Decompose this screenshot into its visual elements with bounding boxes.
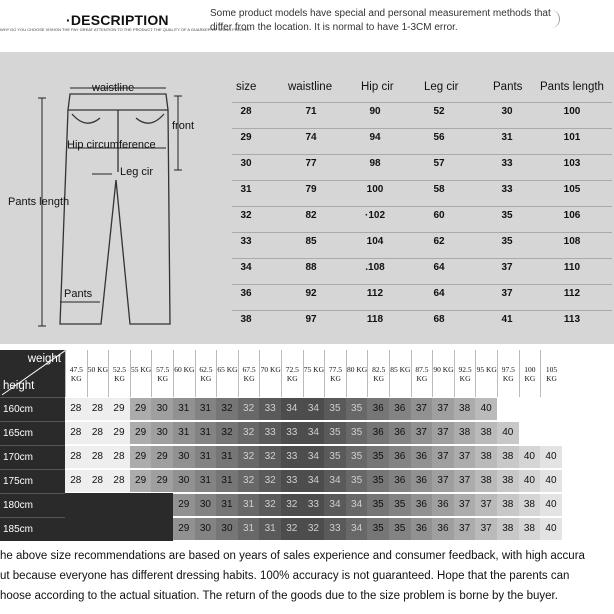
size-cell: 64 bbox=[433, 288, 445, 299]
size-recommendation-cell: 36 bbox=[411, 494, 433, 516]
size-recommendation-cell: 33 bbox=[281, 446, 303, 468]
size-recommendation-cell bbox=[519, 398, 541, 420]
size-recommendation-cell: 36 bbox=[432, 494, 454, 516]
size-recommendation-cell: 33 bbox=[259, 398, 281, 420]
size-recommendation-cell: 36 bbox=[389, 398, 411, 420]
weight-header-cell: 85 KG bbox=[389, 350, 411, 397]
size-recommendation-cell: 34 bbox=[303, 470, 325, 492]
front-label: front bbox=[172, 120, 195, 132]
weight-header-cell: 87.5 KG bbox=[411, 350, 433, 397]
description-header bbox=[0, 0, 614, 52]
weight-header-cell: 80 KG bbox=[346, 350, 368, 397]
size-recommendation-cell: 31 bbox=[195, 470, 217, 492]
size-recommendation-cell: 38 bbox=[475, 470, 497, 492]
size-recommendation-cell: 38 bbox=[454, 398, 476, 420]
size-recommendation-cell: 37 bbox=[454, 446, 476, 468]
size-recommendation-cell: 29 bbox=[173, 494, 195, 516]
size-cell: 74 bbox=[305, 132, 317, 143]
row-divider bbox=[232, 128, 612, 129]
size-recommendation-cell: 30 bbox=[195, 494, 217, 516]
row-divider bbox=[232, 284, 612, 285]
size-cell: 106 bbox=[563, 210, 581, 221]
size-cell: 98 bbox=[369, 158, 381, 169]
size-recommendation-cell: 31 bbox=[216, 470, 238, 492]
size-recommendation-cell: 32 bbox=[238, 422, 260, 444]
weight-header-cell: 65 KG bbox=[216, 350, 238, 397]
weight-header-cell: 77.5 KG bbox=[324, 350, 346, 397]
size-recommendation-cell: 34 bbox=[281, 398, 303, 420]
size-recommendation-cell: 34 bbox=[346, 494, 368, 516]
size-recommendation-cell: 31 bbox=[173, 422, 195, 444]
size-recommendation-cell: 38 bbox=[475, 446, 497, 468]
size-recommendation-cell: 40 bbox=[475, 398, 497, 420]
size-row bbox=[226, 132, 614, 156]
size-recommendation-cell: 32 bbox=[259, 470, 281, 492]
size-recommendation-cell: 31 bbox=[238, 494, 260, 516]
size-recommendation-cell: 32 bbox=[259, 494, 281, 516]
size-cell: 104 bbox=[366, 236, 384, 247]
size-recommendation-cell: 34 bbox=[303, 422, 325, 444]
pants-header: Pants bbox=[493, 81, 523, 93]
weight-header-cell: 67.5 KG bbox=[238, 350, 260, 397]
size-cell: 28 bbox=[240, 106, 252, 117]
size-cell: 118 bbox=[366, 314, 384, 325]
size-cell: 30 bbox=[501, 106, 513, 117]
size-cell: 92 bbox=[305, 288, 317, 299]
size-recommendation-cell: 37 bbox=[411, 398, 433, 420]
size-cell: 77 bbox=[305, 158, 317, 169]
size-cell: 38 bbox=[240, 314, 252, 325]
weight-header-cell: 82.5 KG bbox=[367, 350, 389, 397]
row-divider bbox=[232, 310, 612, 311]
row-divider bbox=[232, 102, 612, 103]
size-cell: 101 bbox=[563, 132, 581, 143]
weight-label: weight bbox=[27, 353, 61, 365]
weight-header-cell: 52.5 KG bbox=[108, 350, 130, 397]
weight-header-cell: 100 KG bbox=[519, 350, 541, 397]
size-recommendation-cell: 37 bbox=[475, 518, 497, 540]
size-cell: 79 bbox=[305, 184, 317, 195]
size-cell: 56 bbox=[433, 132, 445, 143]
size-row bbox=[226, 106, 614, 130]
height-label: height bbox=[3, 380, 35, 392]
size-recommendation-cell: 31 bbox=[216, 494, 238, 516]
size-cell: 112 bbox=[563, 288, 581, 299]
size-recommendation-cell: 33 bbox=[281, 470, 303, 492]
size-cell: 97 bbox=[305, 314, 317, 325]
size-recommendation-cell: 35 bbox=[346, 398, 368, 420]
size-recommendation-cell: 32 bbox=[238, 470, 260, 492]
size-cell: ·102 bbox=[364, 210, 385, 221]
row-divider bbox=[232, 180, 612, 181]
size-recommendation-cell: 31 bbox=[195, 422, 217, 444]
size-cell: 71 bbox=[305, 106, 317, 117]
size-cell: 36 bbox=[240, 288, 252, 299]
row-divider bbox=[232, 154, 612, 155]
size-cell: 88 bbox=[305, 262, 317, 273]
size-recommendation-cell: 35 bbox=[324, 446, 346, 468]
hip-circumference-label: Hip circumference bbox=[67, 139, 156, 151]
size-recommendation-cell: 35 bbox=[367, 494, 389, 516]
size-recommendation-cell: 36 bbox=[389, 446, 411, 468]
size-recommendation-cell bbox=[540, 422, 562, 444]
size-recommendation-cell: 38 bbox=[519, 518, 541, 540]
row-divider bbox=[232, 258, 612, 259]
size-recommendation-cell: 32 bbox=[216, 398, 238, 420]
size-recommendation-cell: 33 bbox=[324, 518, 346, 540]
size-recommendation-cell: 28 bbox=[108, 470, 130, 492]
size-row bbox=[226, 184, 614, 208]
size-recommendation-cell: 30 bbox=[173, 446, 195, 468]
size-recommendation-cell: 34 bbox=[346, 518, 368, 540]
size-recommendation-cell: 38 bbox=[497, 494, 519, 516]
size-recommendation-cell: 34 bbox=[303, 446, 325, 468]
weight-header-cell: 55 KG bbox=[130, 350, 152, 397]
size-cell: 100 bbox=[366, 184, 384, 195]
size-recommendation-cell bbox=[540, 398, 562, 420]
size-recommendation-cell: 35 bbox=[367, 446, 389, 468]
size-recommendation-cell: 28 bbox=[65, 398, 87, 420]
size-cell: 41 bbox=[501, 314, 513, 325]
size-recommendation-cell: 29 bbox=[151, 470, 173, 492]
size-row bbox=[226, 314, 614, 338]
size-recommendation-cell: 37 bbox=[432, 446, 454, 468]
empty-region-fill bbox=[65, 493, 173, 541]
size-cell: 112 bbox=[366, 288, 384, 299]
size-row bbox=[226, 210, 614, 234]
size-recommendation-cell: 38 bbox=[454, 422, 476, 444]
size-cell: 85 bbox=[305, 236, 317, 247]
weight-header-cell: 95 KG bbox=[475, 350, 497, 397]
size-cell: 33 bbox=[501, 184, 513, 195]
recommendation-table bbox=[0, 350, 614, 544]
size-recommendation-cell: 40 bbox=[540, 446, 562, 468]
size-row bbox=[226, 262, 614, 286]
size-recommendation-cell: 32 bbox=[259, 446, 281, 468]
size-recommendation-cell: 36 bbox=[367, 398, 389, 420]
size-cell: 62 bbox=[433, 236, 445, 247]
size-recommendation-cell: 28 bbox=[87, 422, 109, 444]
size-cell: 33 bbox=[501, 158, 513, 169]
size-recommendation-cell: 30 bbox=[195, 518, 217, 540]
height-row-label: 160cm bbox=[0, 397, 65, 421]
size-recommendation-cell: 29 bbox=[108, 422, 130, 444]
size-recommendation-cell: 34 bbox=[303, 398, 325, 420]
size-cell: 30 bbox=[240, 158, 252, 169]
size-recommendation-cell bbox=[519, 422, 541, 444]
size-recommendation-cell: 30 bbox=[173, 470, 195, 492]
size-recommendation-cell: 38 bbox=[519, 494, 541, 516]
size-recommendation-cell: 29 bbox=[130, 398, 152, 420]
leg-header: Leg cir bbox=[424, 81, 459, 93]
size-recommendation-cell: 37 bbox=[432, 398, 454, 420]
size-recommendation-cell: 31 bbox=[216, 446, 238, 468]
size-cell: 35 bbox=[501, 236, 513, 247]
size-cell: 108 bbox=[563, 236, 581, 247]
size-recommendation-cell: 29 bbox=[130, 422, 152, 444]
size-recommendation-cell: 35 bbox=[346, 470, 368, 492]
height-row-label: 180cm bbox=[0, 493, 65, 517]
size-recommendation-cell: 40 bbox=[540, 470, 562, 492]
weight-header-cell: 97.5 KG bbox=[497, 350, 519, 397]
size-recommendation-cell: 35 bbox=[389, 518, 411, 540]
size-recommendation-cell: 37 bbox=[432, 422, 454, 444]
size-recommendation-cell: 35 bbox=[324, 422, 346, 444]
size-recommendation-cell: 28 bbox=[65, 422, 87, 444]
size-cell: 37 bbox=[501, 262, 513, 273]
size-recommendation-cell: 28 bbox=[87, 470, 109, 492]
pants-length-label: Pants length bbox=[8, 196, 70, 208]
size-cell: 68 bbox=[433, 314, 445, 325]
size-recommendation-cell: 40 bbox=[497, 422, 519, 444]
size-cell: 100 bbox=[563, 106, 581, 117]
weight-header-cell: 60 KG bbox=[173, 350, 195, 397]
size-recommendation-cell: 35 bbox=[367, 470, 389, 492]
size-recommendation-cell: 37 bbox=[411, 422, 433, 444]
pants-hem-label: Pants bbox=[64, 288, 93, 300]
size-recommendation-cell: 33 bbox=[281, 422, 303, 444]
size-recommendation-cell: 37 bbox=[475, 494, 497, 516]
weight-header-cell: 90 KG bbox=[432, 350, 454, 397]
size-recommendation-cell: 36 bbox=[411, 518, 433, 540]
size-header: size bbox=[236, 81, 257, 93]
size-recommendation-cell: 34 bbox=[324, 494, 346, 516]
size-recommendation-cell: 38 bbox=[497, 470, 519, 492]
size-recommendation-cell: 35 bbox=[389, 494, 411, 516]
size-recommendation-cell: 32 bbox=[216, 422, 238, 444]
size-cell: 110 bbox=[563, 262, 581, 273]
size-row bbox=[226, 158, 614, 182]
size-recommendation-cell: 28 bbox=[65, 446, 87, 468]
size-recommendation-cell: 35 bbox=[346, 422, 368, 444]
size-recommendation-cell: 38 bbox=[475, 422, 497, 444]
size-cell: 58 bbox=[433, 184, 445, 195]
height-row-label: 175cm bbox=[0, 469, 65, 493]
size-recommendation-cell: 37 bbox=[454, 470, 476, 492]
size-recommendation-cell: 32 bbox=[238, 398, 260, 420]
weight-header-cell: 92.5 KG bbox=[454, 350, 476, 397]
weight-header-cell: 72.5 KG bbox=[281, 350, 303, 397]
size-recommendation-cell: 31 bbox=[259, 518, 281, 540]
size-recommendation-cell: 40 bbox=[540, 494, 562, 516]
footer-disclaimer bbox=[0, 546, 614, 606]
size-cell: 29 bbox=[240, 132, 252, 143]
height-row-label: 165cm bbox=[0, 421, 65, 445]
weight-header-cell: 57.5 KG bbox=[151, 350, 173, 397]
size-recommendation-cell: 32 bbox=[281, 494, 303, 516]
size-recommendation-cell: 36 bbox=[389, 422, 411, 444]
size-chart-panel bbox=[0, 52, 614, 344]
size-recommendation-cell: 32 bbox=[238, 446, 260, 468]
size-recommendation-cell: 36 bbox=[411, 446, 433, 468]
size-row bbox=[226, 236, 614, 260]
footer-line-3: hoose according to the actual situation. The return of the goods due to the size problem is borne by the buyer. bbox=[0, 590, 558, 602]
size-recommendation-cell: 31 bbox=[195, 398, 217, 420]
size-recommendation-cell: 38 bbox=[497, 446, 519, 468]
size-recommendation-cell: 37 bbox=[454, 494, 476, 516]
footer-line-2: ut because everyone has different dressing habits. 100% accuracy is not guaranteed. Hope that the parents can bbox=[0, 570, 570, 582]
size-recommendation-cell: 40 bbox=[540, 518, 562, 540]
weight-header-cell: 50 KG bbox=[87, 350, 109, 397]
size-recommendation-cell: 36 bbox=[411, 470, 433, 492]
size-recommendation-cell: 35 bbox=[324, 398, 346, 420]
size-cell: 34 bbox=[240, 262, 252, 273]
size-cell: 94 bbox=[369, 132, 381, 143]
row-divider bbox=[232, 232, 612, 233]
size-recommendation-cell: 36 bbox=[432, 518, 454, 540]
waistline-header: waistline bbox=[288, 81, 333, 93]
footer-line-1: he above size recommendations are based on years of sales experience and consumer feedback, with high accura bbox=[0, 550, 585, 562]
size-recommendation-cell: 32 bbox=[303, 518, 325, 540]
size-recommendation-cell: 31 bbox=[195, 446, 217, 468]
note-bracket-decoration bbox=[545, 10, 560, 28]
size-recommendation-cell: 40 bbox=[519, 446, 541, 468]
size-recommendation-cell: 30 bbox=[216, 518, 238, 540]
size-cell: 82 bbox=[305, 210, 317, 221]
size-recommendation-cell: 40 bbox=[519, 470, 541, 492]
weight-header-cell: 70 KG bbox=[259, 350, 281, 397]
pants-diagram bbox=[0, 52, 226, 344]
hip-header: Hip cir bbox=[361, 81, 394, 93]
size-recommendation-cell: 33 bbox=[303, 494, 325, 516]
size-cell: 37 bbox=[501, 288, 513, 299]
size-cell: 103 bbox=[563, 158, 581, 169]
measurement-note: Some product models have special and personal measurement methods that differ from the location. It is normal to have 1-3CM error. bbox=[210, 8, 551, 33]
weight-header-cell: 75 KG bbox=[303, 350, 325, 397]
description-subtext: WHY DO YOU CHOOSE VISHON THE PAY GREAT ATTENTION TO THE PRODUCT THE QUALITY OF A GUARKER OF BRING FEELING bbox=[0, 27, 250, 32]
size-recommendation-cell: 37 bbox=[454, 518, 476, 540]
size-recommendation-cell: 37 bbox=[432, 470, 454, 492]
leg-cir-label: Leg cir bbox=[120, 166, 154, 178]
size-cell: 57 bbox=[433, 158, 445, 169]
size-recommendation-cell: 32 bbox=[281, 518, 303, 540]
length-header: Pants length bbox=[540, 81, 604, 93]
size-recommendation-cell bbox=[497, 398, 519, 420]
size-cell: .108 bbox=[365, 262, 385, 273]
size-recommendation-cell: 34 bbox=[324, 470, 346, 492]
size-cell: 60 bbox=[433, 210, 445, 221]
size-cell: 105 bbox=[563, 184, 581, 195]
size-recommendation-cell: 28 bbox=[65, 470, 87, 492]
row-divider bbox=[232, 206, 612, 207]
size-recommendation-cell: 28 bbox=[87, 398, 109, 420]
size-recommendation-cell: 30 bbox=[151, 398, 173, 420]
size-cell: 31 bbox=[501, 132, 513, 143]
table-corner bbox=[0, 350, 65, 397]
description-title: ·DESCRIPTION bbox=[66, 12, 169, 28]
size-recommendation-cell: 35 bbox=[346, 446, 368, 468]
height-row-label: 170cm bbox=[0, 445, 65, 469]
size-cell: 64 bbox=[433, 262, 445, 273]
weight-header-cell: 62.5 KG bbox=[195, 350, 217, 397]
size-cell: 35 bbox=[501, 210, 513, 221]
weight-header-cell: 47.5 KG bbox=[65, 350, 87, 397]
size-recommendation-cell: 29 bbox=[130, 446, 152, 468]
size-recommendation-cell: 35 bbox=[367, 518, 389, 540]
height-row-label: 185cm bbox=[0, 517, 65, 541]
size-recommendation-cell: 29 bbox=[173, 518, 195, 540]
weight-header-cell: 105 KG bbox=[540, 350, 562, 397]
size-row bbox=[226, 288, 614, 312]
size-recommendation-cell: 33 bbox=[259, 422, 281, 444]
size-recommendation-cell: 36 bbox=[367, 422, 389, 444]
size-recommendation-cell: 29 bbox=[130, 470, 152, 492]
size-recommendation-cell: 38 bbox=[497, 518, 519, 540]
size-cell: 33 bbox=[240, 236, 252, 247]
size-cell: 90 bbox=[369, 106, 381, 117]
size-recommendation-cell: 31 bbox=[238, 518, 260, 540]
waistline-label: waistline bbox=[92, 82, 135, 94]
size-cell: 113 bbox=[563, 314, 581, 325]
size-cell: 32 bbox=[240, 210, 252, 221]
size-cell: 52 bbox=[433, 106, 445, 117]
size-recommendation-cell: 28 bbox=[108, 446, 130, 468]
size-recommendation-cell: 36 bbox=[389, 470, 411, 492]
size-recommendation-cell: 29 bbox=[108, 398, 130, 420]
size-recommendation-cell: 28 bbox=[87, 446, 109, 468]
size-recommendation-cell: 30 bbox=[151, 422, 173, 444]
size-cell: 31 bbox=[240, 184, 252, 195]
size-recommendation-cell: 29 bbox=[151, 446, 173, 468]
size-recommendation-cell: 31 bbox=[173, 398, 195, 420]
